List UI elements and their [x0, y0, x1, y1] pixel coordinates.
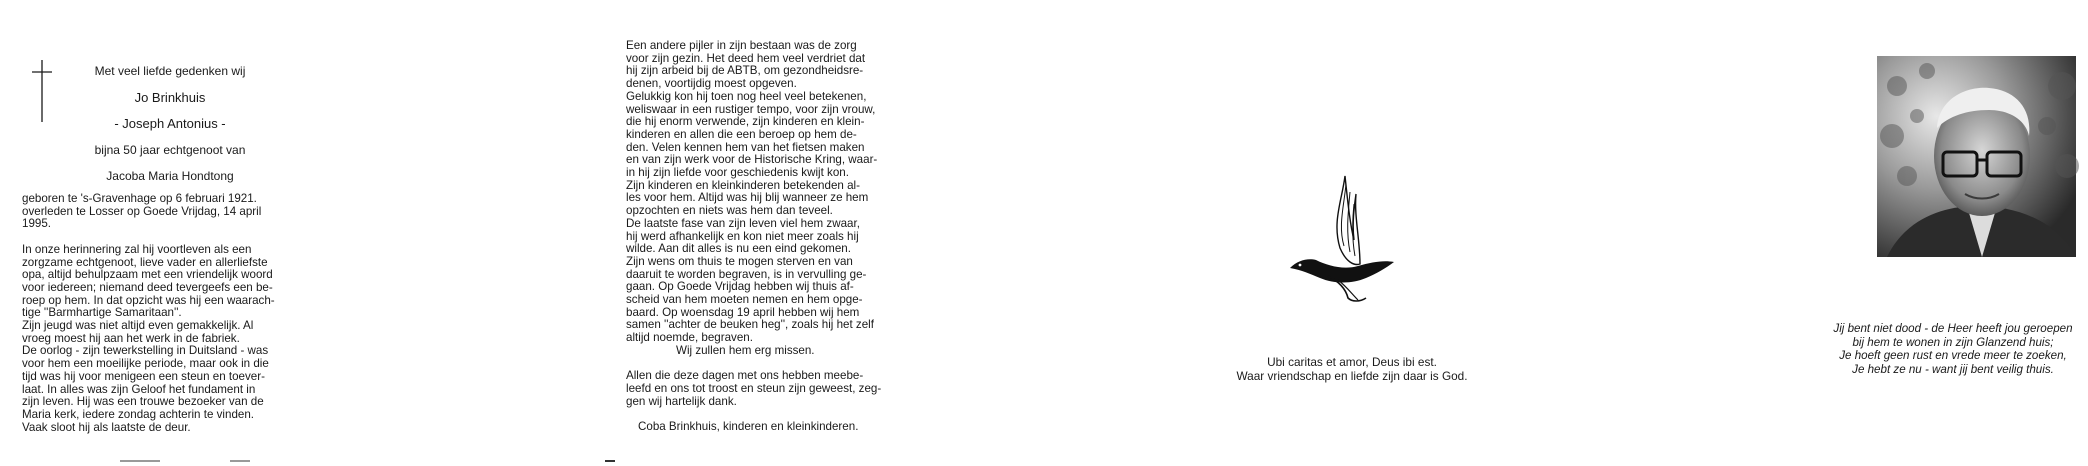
bio-line: zijn leven. Hij was een trouwe bezoeker van de	[22, 395, 264, 409]
thanks-line: gen wij hartelijk dank.	[626, 394, 737, 408]
bio-line: Gelukkig kon hij toen nog heel veel betekenen,	[626, 89, 867, 103]
bio-line: Vaak sloot hij als laatste de deur.	[22, 420, 191, 434]
bio-line: voor iedereen; niemand deed tevergeefs een be-	[22, 280, 273, 294]
bio-line: Een andere pijler in zijn bestaan was de zorg	[626, 39, 857, 52]
deceased-name: Jo Brinkhuis	[134, 90, 206, 105]
motto-latin: Ubi caritas et amor, Deus ibi est.	[1267, 355, 1437, 369]
bio-line: den. Velen kennen hem van het fietsen maken	[626, 140, 865, 154]
bio-line: De oorlog - zijn tewerkstelling in Duitsland - was	[22, 344, 269, 358]
bio-line: daaruit te worden begraven, is in vervulling ge-	[626, 267, 867, 281]
bio-line: hij zijn arbeid bij de ABTB, om gezondheidsre-	[626, 64, 864, 78]
poem	[1818, 322, 2088, 376]
spouse-name: Jacoba Maria Hondtong	[106, 169, 234, 183]
bio-line: voor zijn gezin. Het deed hem veel verdriet dat	[626, 51, 866, 65]
dove-icon	[1288, 170, 1398, 306]
signature: Coba Brinkhuis, kinderen en kleinkinderen.	[638, 420, 859, 434]
bio-line: samen ''achter de beuken heg'', zoals hij het zelf	[626, 318, 874, 332]
bio-line: gaan. Op Goede Vrijdag hebben wij thuis af-	[626, 280, 854, 294]
thanks-line: Allen die deze dagen met ons hebben meebe-	[626, 369, 864, 383]
bio-line: wilde. Aan dit alles is nu een eind gekomen.	[626, 242, 851, 256]
bio-line: altijd noemde, begraven.	[626, 331, 753, 345]
bio-line: tige ''Barmhartige Samaritaan''.	[22, 306, 182, 320]
paragraph-gap	[22, 231, 275, 244]
bio-line: baard. Op woensdag 19 april hebben wij hem	[626, 305, 860, 319]
biography-part-1	[22, 193, 275, 434]
bio-line: vroeg moest hij aan het werk in de fabriek.	[22, 331, 240, 345]
poem-line: Jij bent niet dood - de Heer heeft jou geroepen	[1833, 322, 2073, 335]
bio-line: hij werd afhankelijk en kon niet meer zoals hij	[626, 229, 859, 243]
bio-line: tijd was hij voor menigeen een steun en toever-	[22, 369, 265, 383]
deceased-full-name: - Joseph Antonius -	[114, 116, 226, 131]
bio-line: roep op hem. In dat opzicht was hij een waarach-	[22, 293, 275, 307]
bio-line: Maria kerk, iedere zondag achterin te vinden.	[22, 407, 255, 421]
bio-line: opa, altijd behulpzaam met een vriendelijk woord	[22, 268, 273, 282]
motto	[1222, 355, 1482, 383]
bio-line: Zijn wens om thuis te mogen sterven en van	[626, 254, 853, 268]
marriage-text: bijna 50 jaar echtgenoot van	[94, 143, 246, 157]
closing-line: Wij zullen hem erg missen.	[676, 343, 815, 357]
intro-text: Met veel liefde gedenken wij	[94, 64, 246, 78]
bio-line: Zijn jeugd was niet altijd even gemakkelijk. Al	[22, 319, 254, 333]
poem-line: Je hoeft geen rust en vrede meer te zoeken,	[1839, 349, 2067, 362]
scan-artifact	[230, 460, 250, 462]
cross-icon	[30, 60, 54, 122]
portrait-photo	[1877, 56, 2076, 257]
middle-panel	[300, 0, 882, 466]
bio-line: 1995.	[22, 217, 52, 231]
bio-line: In onze herinnering zal hij voortleven als een	[22, 242, 252, 256]
portrait-image	[1877, 56, 2076, 257]
bio-line: les voor hem. Altijd was hij blij wanneer ze hem	[626, 191, 869, 205]
bio-line: Zijn kinderen en kleinkinderen betekenden al-	[626, 178, 860, 192]
bio-line: voor hem een moeilijke periode, maar ook in die	[22, 357, 269, 371]
left-panel	[0, 0, 300, 466]
bio-line: denen, voortijdig moest opgeven.	[626, 77, 797, 91]
poem-line: bij hem te wonen in zijn Glanzend huis;	[1852, 335, 2054, 349]
bio-line: en van zijn werk voor de Historische Kring, waar-	[626, 153, 878, 167]
poem-line: Je hebt ze nu - want jij bent veilig thuis.	[1852, 362, 2054, 376]
bio-line: laat. In alles was zijn Geloof het fundament in	[22, 382, 256, 396]
bio-line: scheid van hem moeten nemen en hem opge-	[626, 293, 863, 307]
thanks-line: leefd en ons tot troost en steun zijn geweest, zeg-	[626, 381, 882, 395]
bio-line: zorgzame echtgenoot, lieve vader en allerliefste	[22, 255, 268, 269]
bio-line: overleden te Losser op Goede Vrijdag, 14 april	[22, 204, 262, 218]
bio-line: De laatste fase van zijn leven viel hem zwaar,	[626, 216, 860, 230]
bio-line: in hij zijn liefde voor geschiedenis kwijt kon.	[626, 166, 849, 180]
bio-line: kinderen en allen die een beroep op hem de-	[626, 127, 857, 141]
bio-line: geboren te 's-Gravenhage op 6 februari 1921.	[22, 192, 257, 205]
bio-line: opzochten en niets was hem dan teveel.	[626, 204, 833, 218]
scan-artifact	[605, 460, 615, 462]
dove-panel	[600, 0, 1468, 466]
motto-dutch: Waar vriendschap en liefde zijn daar is God.	[1236, 369, 1468, 383]
scan-artifact	[120, 460, 160, 462]
bio-line: weliswaar in een rustiger tempo, voor zijn vrouw,	[626, 102, 876, 116]
bio-line: die hij enorm verwende, zijn kinderen en klein-	[626, 115, 865, 129]
